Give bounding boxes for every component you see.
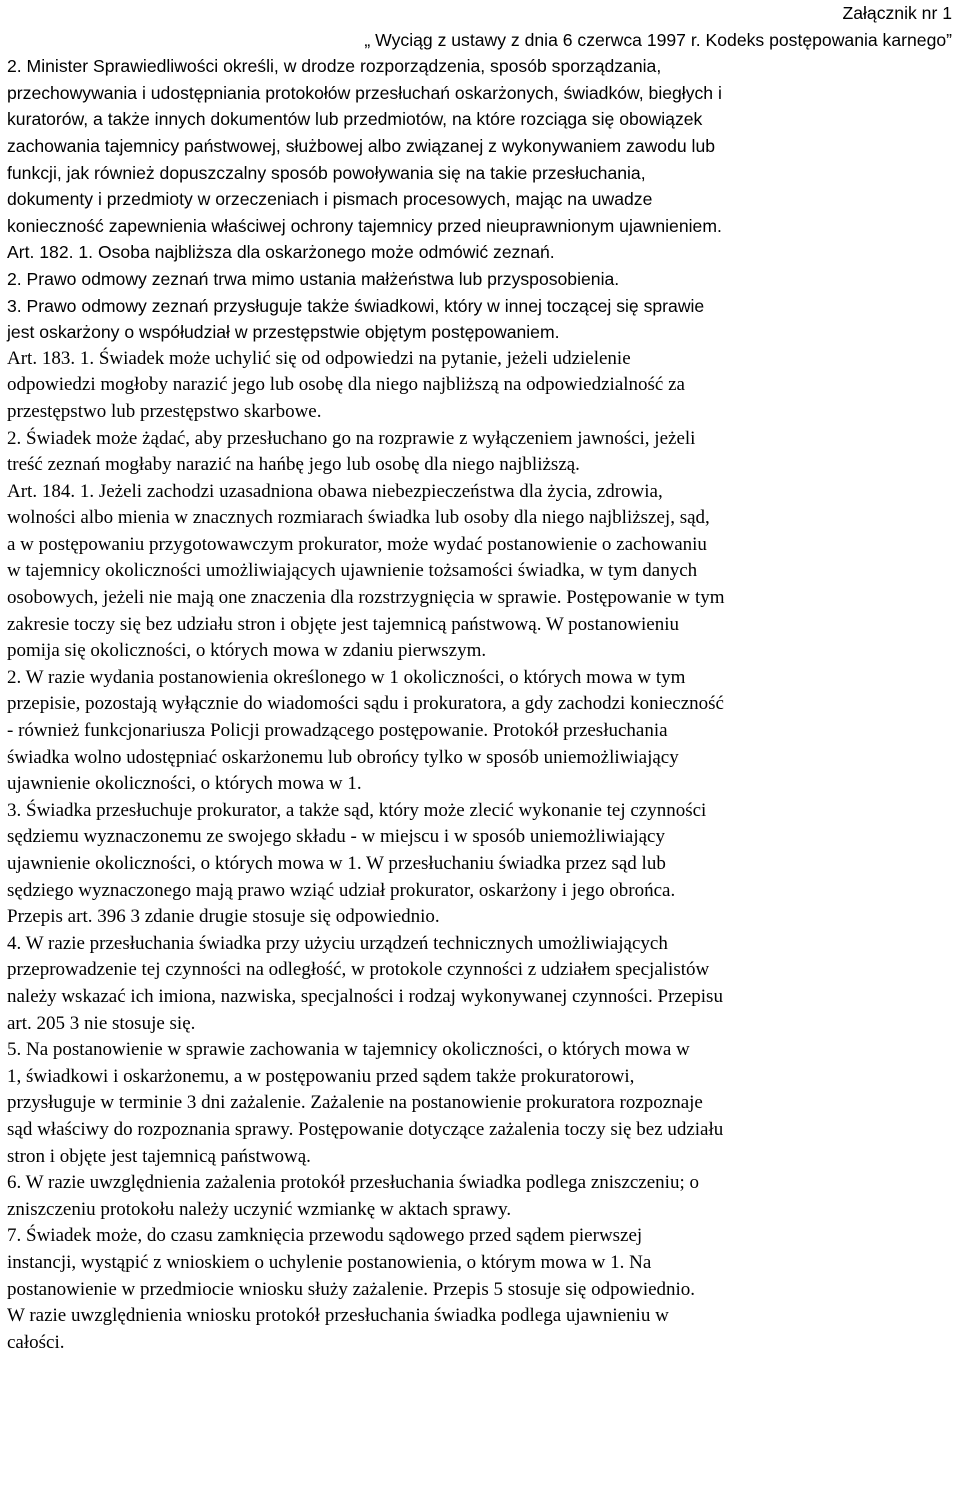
text-line: przestępstwo lub przestępstwo skarbowe. [7,400,322,422]
text-line: a w postępowaniu przygotowawczym prokurator, może wydać postanowienie o zachowaniu [7,533,707,555]
text-line: pomija się okoliczności, o których mowa w zdaniu pierwszym. [7,640,487,662]
text-line: 3. Prawo odmowy zeznań przysługuje także świadkowi, który w innej toczącej się sprawie [7,295,705,316]
text-line: zachowania tajemnicy państwowej, służbowej albo związanej z wykonywaniem zawodu lub [7,135,716,156]
text-line: W razie uwzględnienia wniosku protokół przesłuchania świadka podlega ujawnieniu w [7,1305,669,1327]
text-line: ujawnienie okoliczności, o których mowa w 1. [7,773,362,795]
text-line: Art. 183. 1. Świadek może uchylić się od odpowiedzi na pytanie, jeżeli udzielenie [7,347,631,369]
text-line: sędziego wyznaczonego mają prawo wziąć udział prokurator, oskarżony i jego obrońca. [7,879,676,901]
text-line: 3. Świadka przesłuchuje prokurator, a także sąd, który może zlecić wykonanie tej czynności [7,799,707,821]
text-line: przepisie, pozostają wyłącznie do wiadomości sądu i prokuratora, a gdy zachodzi konieczność [7,693,724,715]
text-line: funkcji, jak również dopuszczalny sposób powoływania się na takie przesłuchania, [7,162,646,183]
text-line: 7. Świadek może, do czasu zamknięcia przewodu sądowego przed sądem pierwszej [7,1225,643,1247]
text-line: zakresie toczy się bez udziału stron i objęte jest tajemnicą państwową. W postanowieniu [7,613,680,635]
text-line: stron i objęte jest tajemnicą państwową. [7,1145,311,1167]
text-line: całości. [7,1331,65,1353]
text-line: 2. Świadek może żądać, aby przesłuchano go na rozprawie z wyłączeniem jawności, jeżeli [7,427,696,449]
text-line: jest oskarżony o współudział w przestępstwie objętym postępowaniem. [7,322,560,343]
text-line: instancji, wystąpić z wnioskiem o uchylenie postanowienia, o którym mowa w 1. Na [7,1251,652,1273]
text-line: Przepis art. 396 3 zdanie drugie stosuje się odpowiednio. [7,906,440,928]
text-line: postanowienie w przedmiocie wniosku służy zażalenie. Przepis 5 stosuje się odpowiednio. [7,1278,696,1300]
text-line: 2. Minister Sprawiedliwości określi, w drodze rozporządzenia, sposób sporządzania, [7,56,662,77]
text-line: 2. Prawo odmowy zeznań trwa mimo ustania małżeństwa lub przysposobienia. [7,268,620,289]
text-line: zniszczeniu protokołu należy uczynić wzmiankę w aktach sprawy. [7,1198,512,1220]
text-line: osobowych, jeżeli nie mają one znaczenia dla rozstrzygnięcia w sprawie. Postępowanie w tym [7,587,725,609]
text-line: sąd właściwy do rozpoznania sprawy. Postępowanie dotyczące zażalenia toczy się bez udziału [7,1118,724,1140]
text-line: 5. Na postanowienie w sprawie zachowania w tajemnicy okoliczności, o których mowa w [7,1039,690,1061]
text-line: w tajemnicy okoliczności umożliwiających ujawnienie tożsamości świadka, w tym danych [7,560,698,582]
text-line: konieczność zapewnienia właściwej ochrony tajemnicy przed nieuprawnionym ujawnieniem. [7,215,722,236]
text-line: przeprowadzenie tej czynności na odległość, w protokole czynności z udziałem specjalistów [7,959,710,981]
text-line: dokumenty i przedmioty w orzeczeniach i pismach procesowych, mając na uwadze [7,189,653,210]
text-line: przysługuje w terminie 3 dni zażalenie. Zażalenie na postanowienie prokuratora rozpoznaje [7,1092,703,1114]
attachment-label: Załącznik nr 1 [842,3,952,23]
text-line: Art. 182. 1. Osoba najbliższa dla oskarżonego może odmówić zeznań. [7,242,555,263]
text-line: - również funkcjonariusza Policji prowadzącego postępowanie. Protokół przesłuchania [7,720,668,742]
text-line: ujawnienie okoliczności, o których mowa w 1. W przesłuchaniu świadka przez sąd lub [7,853,666,874]
text-line: 1, świadkowi i oskarżonemu, a w postępowaniu przed sądem także prokuratorowi, [7,1065,635,1087]
text-line: 2. W razie wydania postanowienia określonego w 1 okoliczności, o których mowa w tym [7,666,686,688]
text-line: Art. 184. 1. Jeżeli zachodzi uzasadniona obawa niebezpieczeństwa dla życia, zdrowia, [7,480,663,502]
text-line: świadka wolno udostępniać oskarżonemu lub obrońcy tylko w sposób uniemożliwiający [7,746,679,768]
text-line: sędziemu wyznaczonemu ze swojego składu - w miejscu i w sposób uniemożliwiający [7,826,665,848]
text-line: odpowiedzi mogłoby narazić jego lub osobę dla niego najbliższą na odpowiedzialność za [7,374,685,396]
text-line: kuratorów, a także innych dokumentów lub przedmiotów, na które rozciąga się obowiązek [7,109,703,130]
text-line: 4. W razie przesłuchania świadka przy użyciu urządzeń technicznych umożliwiających [7,932,668,954]
text-line: art. 205 3 nie stosuje się. [7,1012,196,1034]
text-line: przechowywania i udostępniania protokołów przesłuchań oskarżonych, świadków, biegłych i [7,82,722,103]
text-line: należy wskazać ich imiona, nazwiska, specjalności i rodzaj wykonywanej czynności. Przepisu [7,985,723,1007]
text-line: treść zeznań mogłaby narazić na hańbę jego lub osobę dla niego najbliższą. [7,454,580,476]
text-line: wolności albo mienia w znacznych rozmiarach świadka lub osoby dla niego najbliższej, sąd, [7,507,710,529]
text-line: 6. W razie uwzględnienia zażalenia protokół przesłuchania świadka podlega zniszczeniu; o [7,1172,699,1194]
document-title: „ Wyciąg z ustawy z dnia 6 czerwca 1997 r. Kodeks postępowania karnego” [364,29,952,50]
